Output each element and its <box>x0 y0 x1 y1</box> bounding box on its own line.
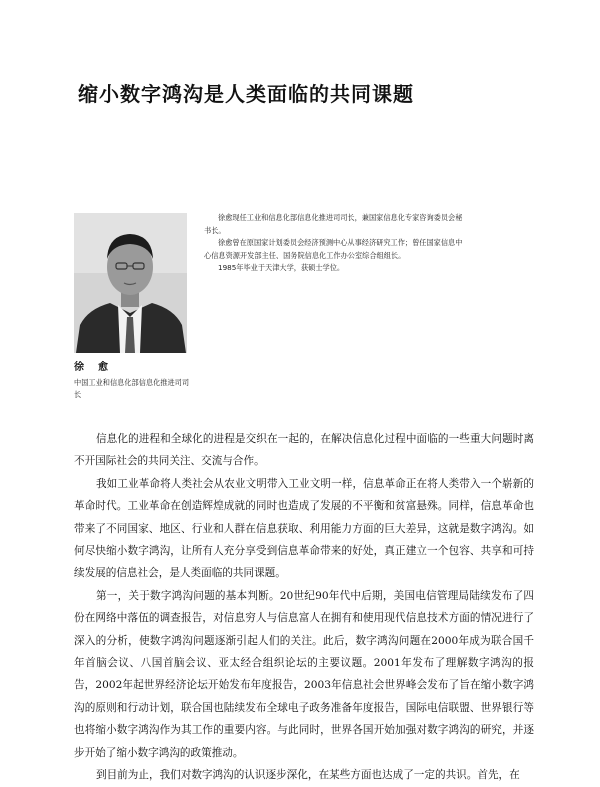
article-body <box>74 428 534 787</box>
article-title: 缩小数字鸿沟是人类面临的共同课题 <box>78 82 414 106</box>
author-photo <box>74 213 187 353</box>
author-role: 中国工业和信息化部信息化推进司司长 <box>74 378 190 399</box>
body-paragraph: 到目前为止，我们对数字鸿沟的认识逐步深化，在某些方面也达成了一定的共识。首先，在 <box>96 769 520 782</box>
author-bio <box>204 212 464 275</box>
author-name: 徐 愈 <box>74 362 110 373</box>
body-paragraph: 信息化的进程和全球化的进程是交织在一起的，在解决信息化过程中面临的一些重大问题时离不开国际社会的共同关注、交流与合作。 <box>74 433 534 468</box>
bio-paragraph: 徐愈曾在原国家计划委员会经济预测中心从事经济研究工作；曾任国家信息中心信息资源开发部主任、国务院信息化工作办公室综合组组长。 <box>204 238 463 260</box>
body-paragraph: 我如工业革命将人类社会从农业文明带入工业文明一样，信息革命正在将人类带入一个崭新的革命时代。工业革命在创造辉煌成就的同时也造成了发展的不平衡和贫富悬殊。同样，信息革命也带来了不同国家、地区、行业和人群在信息获取、利用能力方面的巨大差异，这就是数字鸿沟。如何尽快缩小数字鸿沟，让所有人充分享受到信息革命带来的好处，真正建立一个包容、共享和可持续发展的信息社会，是人类面临的共同课题。 <box>74 477 534 580</box>
bio-paragraph: 1985年毕业于天津大学，获硕士学位。 <box>218 263 345 272</box>
body-paragraph: 第一，关于数字鸿沟问题的基本判断。20世纪90年代中后期，美国电信管理局陆续发布了四份在网络中落伍的调查报告，对信息穷人与信息富人在拥有和使用现代信息技术方面的情况进行了深入的分析，使数字鸿沟问题逐渐引起人们的关注。此后，数字鸿沟问题在2000年成为联合国千年首脑会议、八国首脑会议、亚太经合组织论坛的主要议题。2001年发布了理解数字鸿沟的报告，2002年起世界经济论坛开始发布年度报告，2003年信息社会世界峰会发布了旨在缩小数字鸿沟的原则和行动计划，联合国也陆续发布全球电子政务准备年度报告，国际电信联盟、世界银行等也将缩小数字鸿沟作为其工作的重要内容。与此同时，世界各国开始加强对数字鸿沟的研究，并逐步开始了缩小数字鸿沟的政策推动。 <box>74 589 534 759</box>
bio-paragraph: 徐愈现任工业和信息化部信息化推进司司长，兼国家信息化专家咨询委员会秘书长。 <box>204 213 463 235</box>
portrait-photo-icon <box>74 213 187 353</box>
